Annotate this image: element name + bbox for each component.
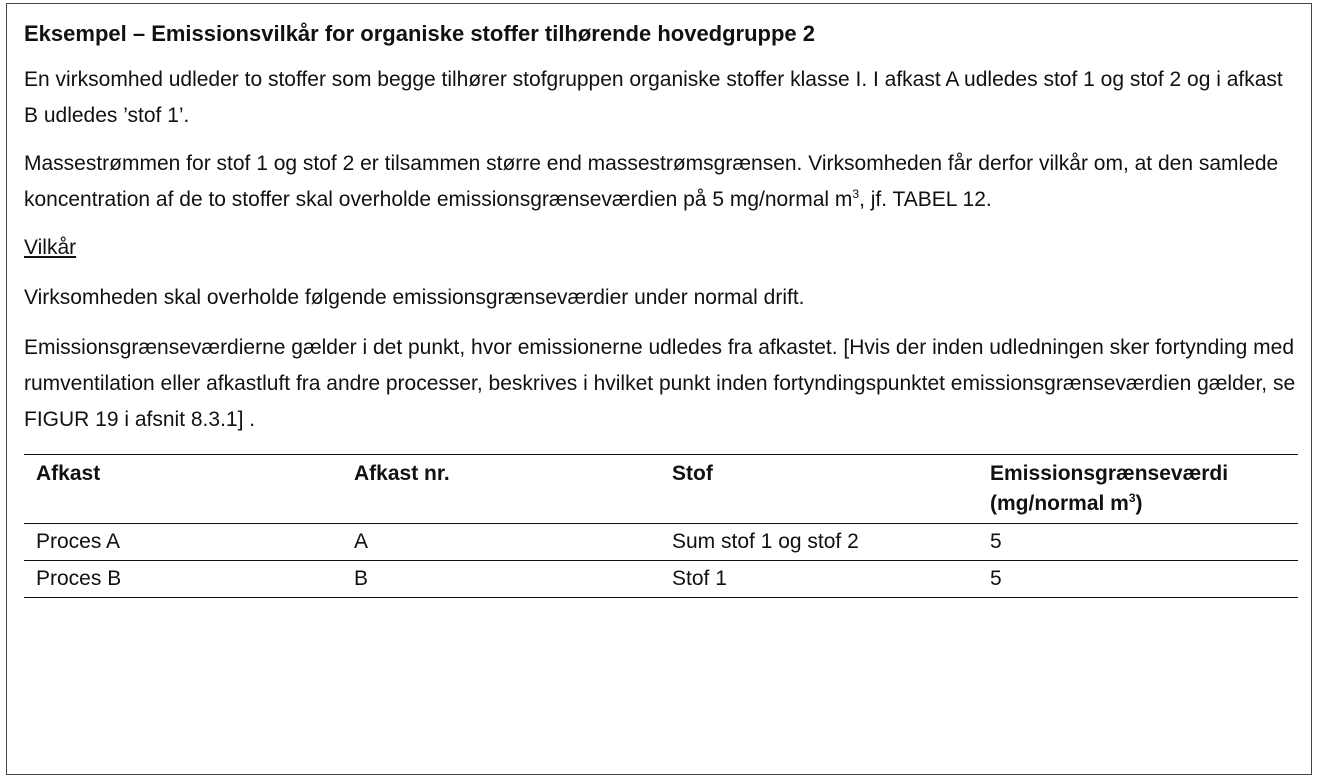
cell-afkast: Proces B [36,567,122,590]
subheading-vilkaar: Vilkår [24,236,77,259]
header-limit-line1: Emissionsgrænseværdi [990,462,1229,485]
paragraph-requirement: Virksomheden skal overholde følgende emissionsgrænseværdier under normal drift. [24,286,805,309]
massflow-reference: , jf. TABEL 12. [859,188,992,211]
header-limit-close: ) [1135,492,1143,515]
cell-stof: Stof 1 [672,567,727,590]
cell-afkast-nr: B [354,567,369,590]
paragraph-limit-point: Emissionsgrænseværdierne gælder i det punkt, hvor emissionerne udledes fra afkastet. [Hvis der inden udledningen sker fortynding med rumventilation eller afkastluft fra andre processer, beskrives i hvilket punkt inden fortyndingspunktet emissionsgrænseværdien gælder, se FIGUR 19 i afsnit 8.3.1] . [24,336,1296,431]
cell-limit: 5 [990,567,1002,590]
emission-limit-table [24,454,1298,598]
paragraph-intro: En virksomhed udleder to stoffer som begge tilhører stofgruppen organiske stoffer klasse I. I afkast A udledes stof 1 og stof 2 og i afkast B udledes ’stof 1’. [24,68,1283,127]
cell-afkast-nr: A [354,530,369,553]
example-title: Eksempel – Emissionsvilkår for organiske stoffer tilhørende hovedgruppe 2 [24,21,816,46]
cell-limit: 5 [990,530,1002,553]
header-limit-line2: (mg/normal m [990,492,1129,515]
header-afkast: Afkast [36,462,101,485]
header-stof: Stof [672,462,713,485]
header-limit-superscript: 3 [1128,491,1136,505]
example-box [6,3,1312,775]
massflow-text: Massestrømmen for stof 1 og stof 2 er tilsammen større end massestrømsgrænsen. Virksomheden får derfor vilkår om, at den samlede koncentration af de to stoffer skal overholde emissionsgrænseværdien på 5 mg/normal m [24,152,1279,211]
cell-afkast: Proces A [36,530,121,553]
paragraph-massflow [24,146,1299,218]
superscript-3: 3 [852,187,860,201]
table-row [24,561,1298,598]
cell-stof: Sum stof 1 og stof 2 [672,530,859,553]
table-header-row [24,455,1298,524]
table-row [24,524,1298,561]
example-content [24,16,1299,598]
header-afkast-nr: Afkast nr. [354,462,450,485]
header-emission-limit [990,455,1298,524]
